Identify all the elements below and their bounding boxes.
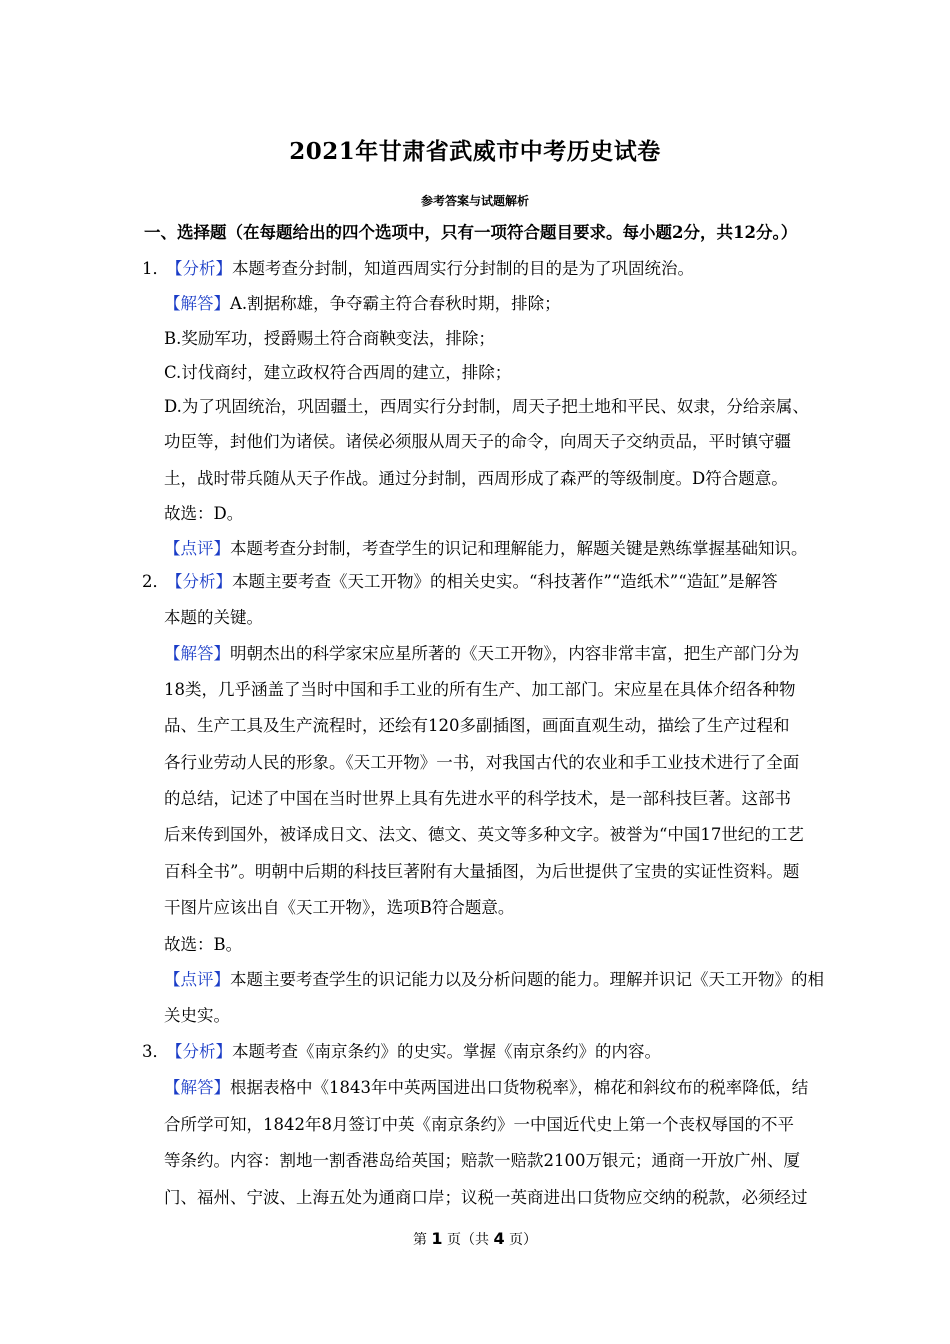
answer-line: 后来传到国外，被译成日文、法文、德文、英文等多种文字。被誉为“中国17世纪的工艺 xyxy=(164,825,804,844)
footer-middle: 页（共 xyxy=(447,1232,489,1248)
answer-line: 品、生产工具及生产流程时，还绘有120多副插图，画面直观生动，描绘了生产过程和 xyxy=(164,716,790,735)
analysis-tag: 【分析】 xyxy=(166,1042,232,1061)
document-subtitle: 参考答案与试题解析 xyxy=(420,194,529,208)
analysis-line xyxy=(166,568,778,592)
answer-line: 18类，几乎涵盖了当时中国和手工业的所有生产、加工部门。宋应星在具体介绍各种物 xyxy=(164,680,796,699)
section-heading: 一、选择题（在每题给出的四个选项中，只有一项符合题目要求。每小题2分，共12分。） xyxy=(144,223,798,242)
answer-tag: 【解答】 xyxy=(164,644,230,663)
comment-tag: 【点评】 xyxy=(164,539,230,558)
comment-line xyxy=(164,966,824,990)
answer-line: B.奖励军功，授爵赐土符合商鞅变法，排除； xyxy=(164,329,495,348)
analysis-text: 本题考查分封制，知道西周实行分封制的目的是为了巩固统治。 xyxy=(232,259,694,278)
answer-line: 百科全书”。明朝中后期的科技巨著附有大量插图，为后世提供了宝贵的实证性资料。题 xyxy=(164,862,800,881)
answer-line xyxy=(164,290,561,314)
analysis-tag: 【分析】 xyxy=(166,572,232,591)
answer-line: 干图片应该出自《天工开物》，选项B符合题意。 xyxy=(164,898,515,917)
answer-line: 功臣等，封他们为诸侯。诸侯必须服从周天子的命令，向周天子交纳贡品，平时镇守疆 xyxy=(164,432,791,451)
footer-prefix: 第 xyxy=(412,1232,427,1248)
question-number: 1． xyxy=(142,259,169,278)
answer-text: 明朝杰出的科学家宋应星所著的《天工开物》，内容非常丰富，把生产部门分为 xyxy=(230,644,800,663)
question-number: 3． xyxy=(142,1042,169,1061)
comment-line: 关史实。 xyxy=(164,1006,230,1025)
answer-line: 土，战时带兵随从天子作战。通过分封制，西周形成了森严的等级制度。D符合题意。 xyxy=(164,469,788,488)
analysis-tag: 【分析】 xyxy=(166,259,232,278)
analysis-text: 本题考查《南京条约》的史实。掌握《南京条约》的内容。 xyxy=(232,1042,661,1061)
answer-tag: 【解答】 xyxy=(164,294,230,313)
answer-choice-line: 故选：B。 xyxy=(164,935,243,954)
answer-line: D.为了巩固统治，巩固疆土，西周实行分封制，周天子把土地和平民、奴隶，分给亲属、 xyxy=(164,397,809,416)
answer-line: 的总结，记述了中国在当时世界上具有先进水平的科学技术，是一部科技巨著。这部书 xyxy=(164,789,791,808)
document-title: 2021年甘肃省武威市中考历史试卷 xyxy=(289,138,661,165)
answer-line xyxy=(164,1074,808,1098)
answer-line: 合所学可知，1842年8月签订中英《南京条约》一中国近代史上第一个丧权辱国的不平 xyxy=(164,1115,794,1134)
page-footer xyxy=(0,1229,950,1249)
answer-line: C.讨伐商纣，建立政权符合西周的建立，排除； xyxy=(164,363,512,382)
analysis-line xyxy=(166,255,694,279)
footer-suffix: 页） xyxy=(509,1232,538,1248)
answer-text: A.割据称雄，争夺霸主符合春秋时期，排除； xyxy=(230,294,561,313)
answer-line: 各行业劳动人民的形象。《天工开物》一书，对我国古代的农业和手工业技术进行了全面 xyxy=(164,753,800,772)
page-number: 1 xyxy=(431,1229,443,1248)
analysis-line xyxy=(166,1038,661,1062)
question-number: 2． xyxy=(142,572,169,591)
comment-tag: 【点评】 xyxy=(164,970,230,989)
answer-line xyxy=(164,640,799,664)
analysis-text: 本题主要考查《天工开物》的相关史实。“科技著作”“造纸术”“造缸”是解答 xyxy=(232,572,778,591)
comment-text: 本题考查分封制，考查学生的识记和理解能力，解题关键是熟练掌握基础知识。 xyxy=(230,539,808,558)
answer-line: 等条约。内容：割地一割香港岛给英国；赔款一赔款2100万银元；通商一开放广州、厦 xyxy=(164,1151,800,1170)
total-pages: 4 xyxy=(493,1229,505,1248)
answer-line: 门、福州、宁波、上海五处为通商口岸；议税一英商进出口货物应交纳的税款，必须经过 xyxy=(164,1188,808,1207)
answer-tag: 【解答】 xyxy=(164,1078,230,1097)
answer-choice-line: 故选：D。 xyxy=(164,504,244,523)
answer-text: 根据表格中《1843年中英两国进出口货物税率》，棉花和斜纹布的税率降低，结 xyxy=(230,1078,809,1097)
analysis-line: 本题的关键。 xyxy=(164,608,263,627)
comment-line xyxy=(164,535,808,559)
comment-text: 本题主要考查学生的识记能力以及分析问题的能力。理解并识记《天工开物》的相 xyxy=(230,970,824,989)
